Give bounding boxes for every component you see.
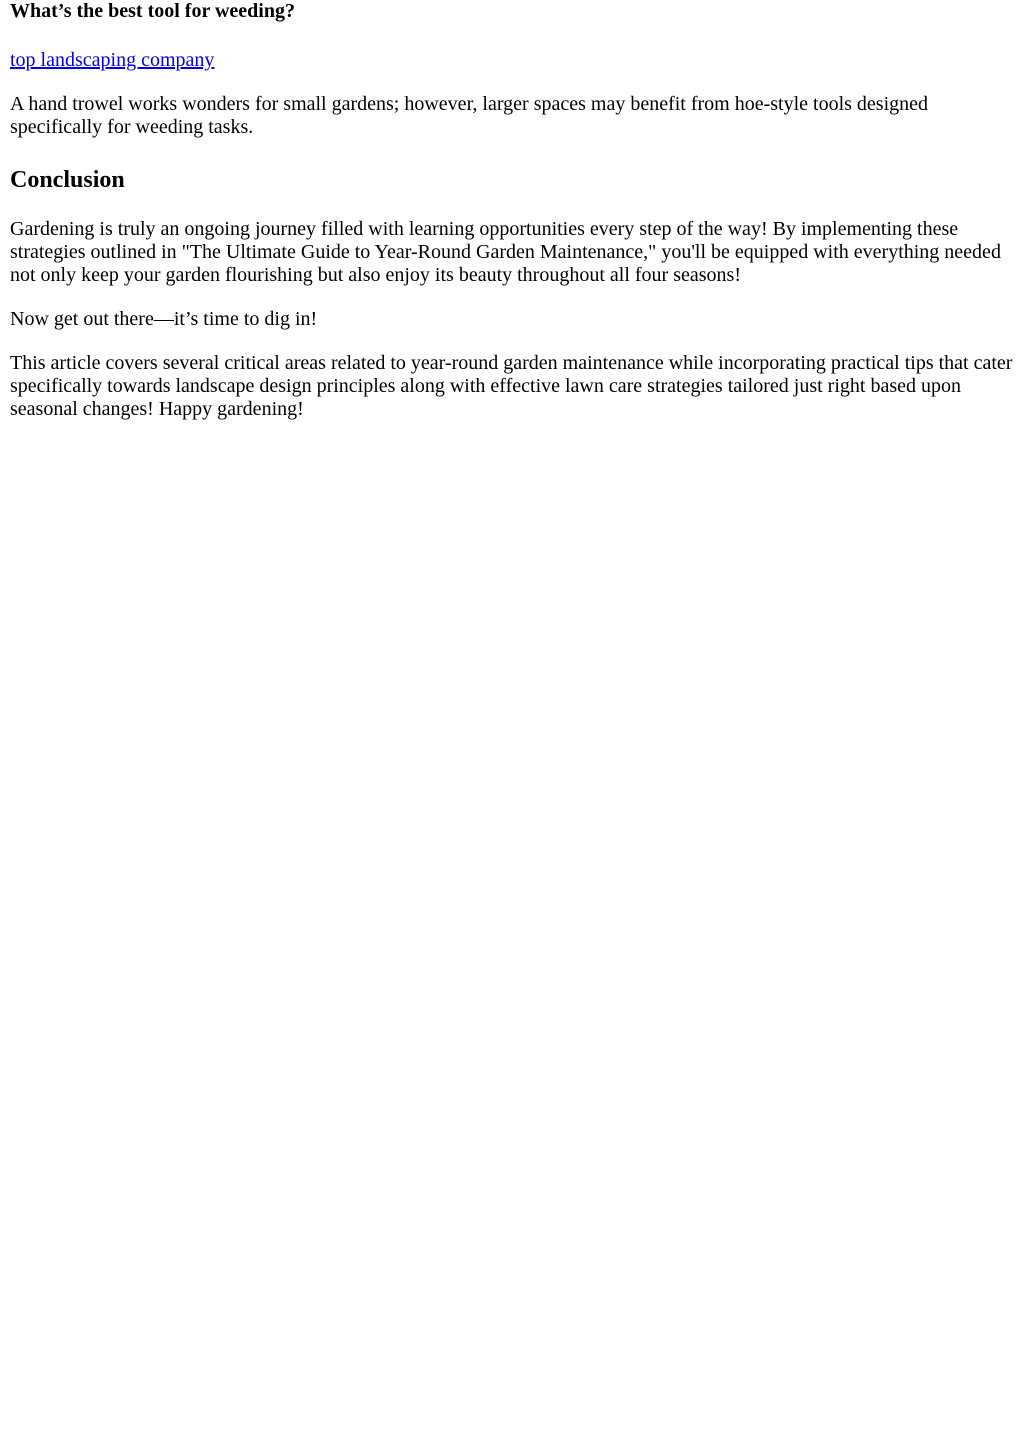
link-paragraph bbox=[10, 49, 1014, 72]
article-content bbox=[10, 0, 1014, 421]
conclusion-paragraph-1: Gardening is truly an ongoing journey filled with learning opportunities every step of the way! By implementing these strategies outlined in "The Ultimate Guide to Year-Round Garden Maintenance," you'll be equipped with everything needed not only keep your garden flourishing but also enjoy its beauty throughout all four seasons! bbox=[10, 218, 1001, 286]
faq-question: What’s the best tool for weeding? bbox=[10, 0, 295, 22]
faq-answer: A hand trowel works wonders for small gardens; however, larger spaces may benefit from hoe-style tools designed specifically for weeding tasks. bbox=[10, 93, 929, 138]
top-landscaping-company-link[interactable]: top landscaping company bbox=[10, 49, 215, 71]
conclusion-paragraph-3: This article covers several critical areas related to year-round garden maintenance while incorporating practical tips that cater specifically towards landscape design principles along with effective lawn care strategies tailored just right based upon seasonal changes! Happy gardening! bbox=[10, 352, 1013, 420]
conclusion-paragraph-2: Now get out there—it’s time to dig in! bbox=[10, 308, 318, 330]
conclusion-heading: Conclusion bbox=[10, 167, 125, 193]
